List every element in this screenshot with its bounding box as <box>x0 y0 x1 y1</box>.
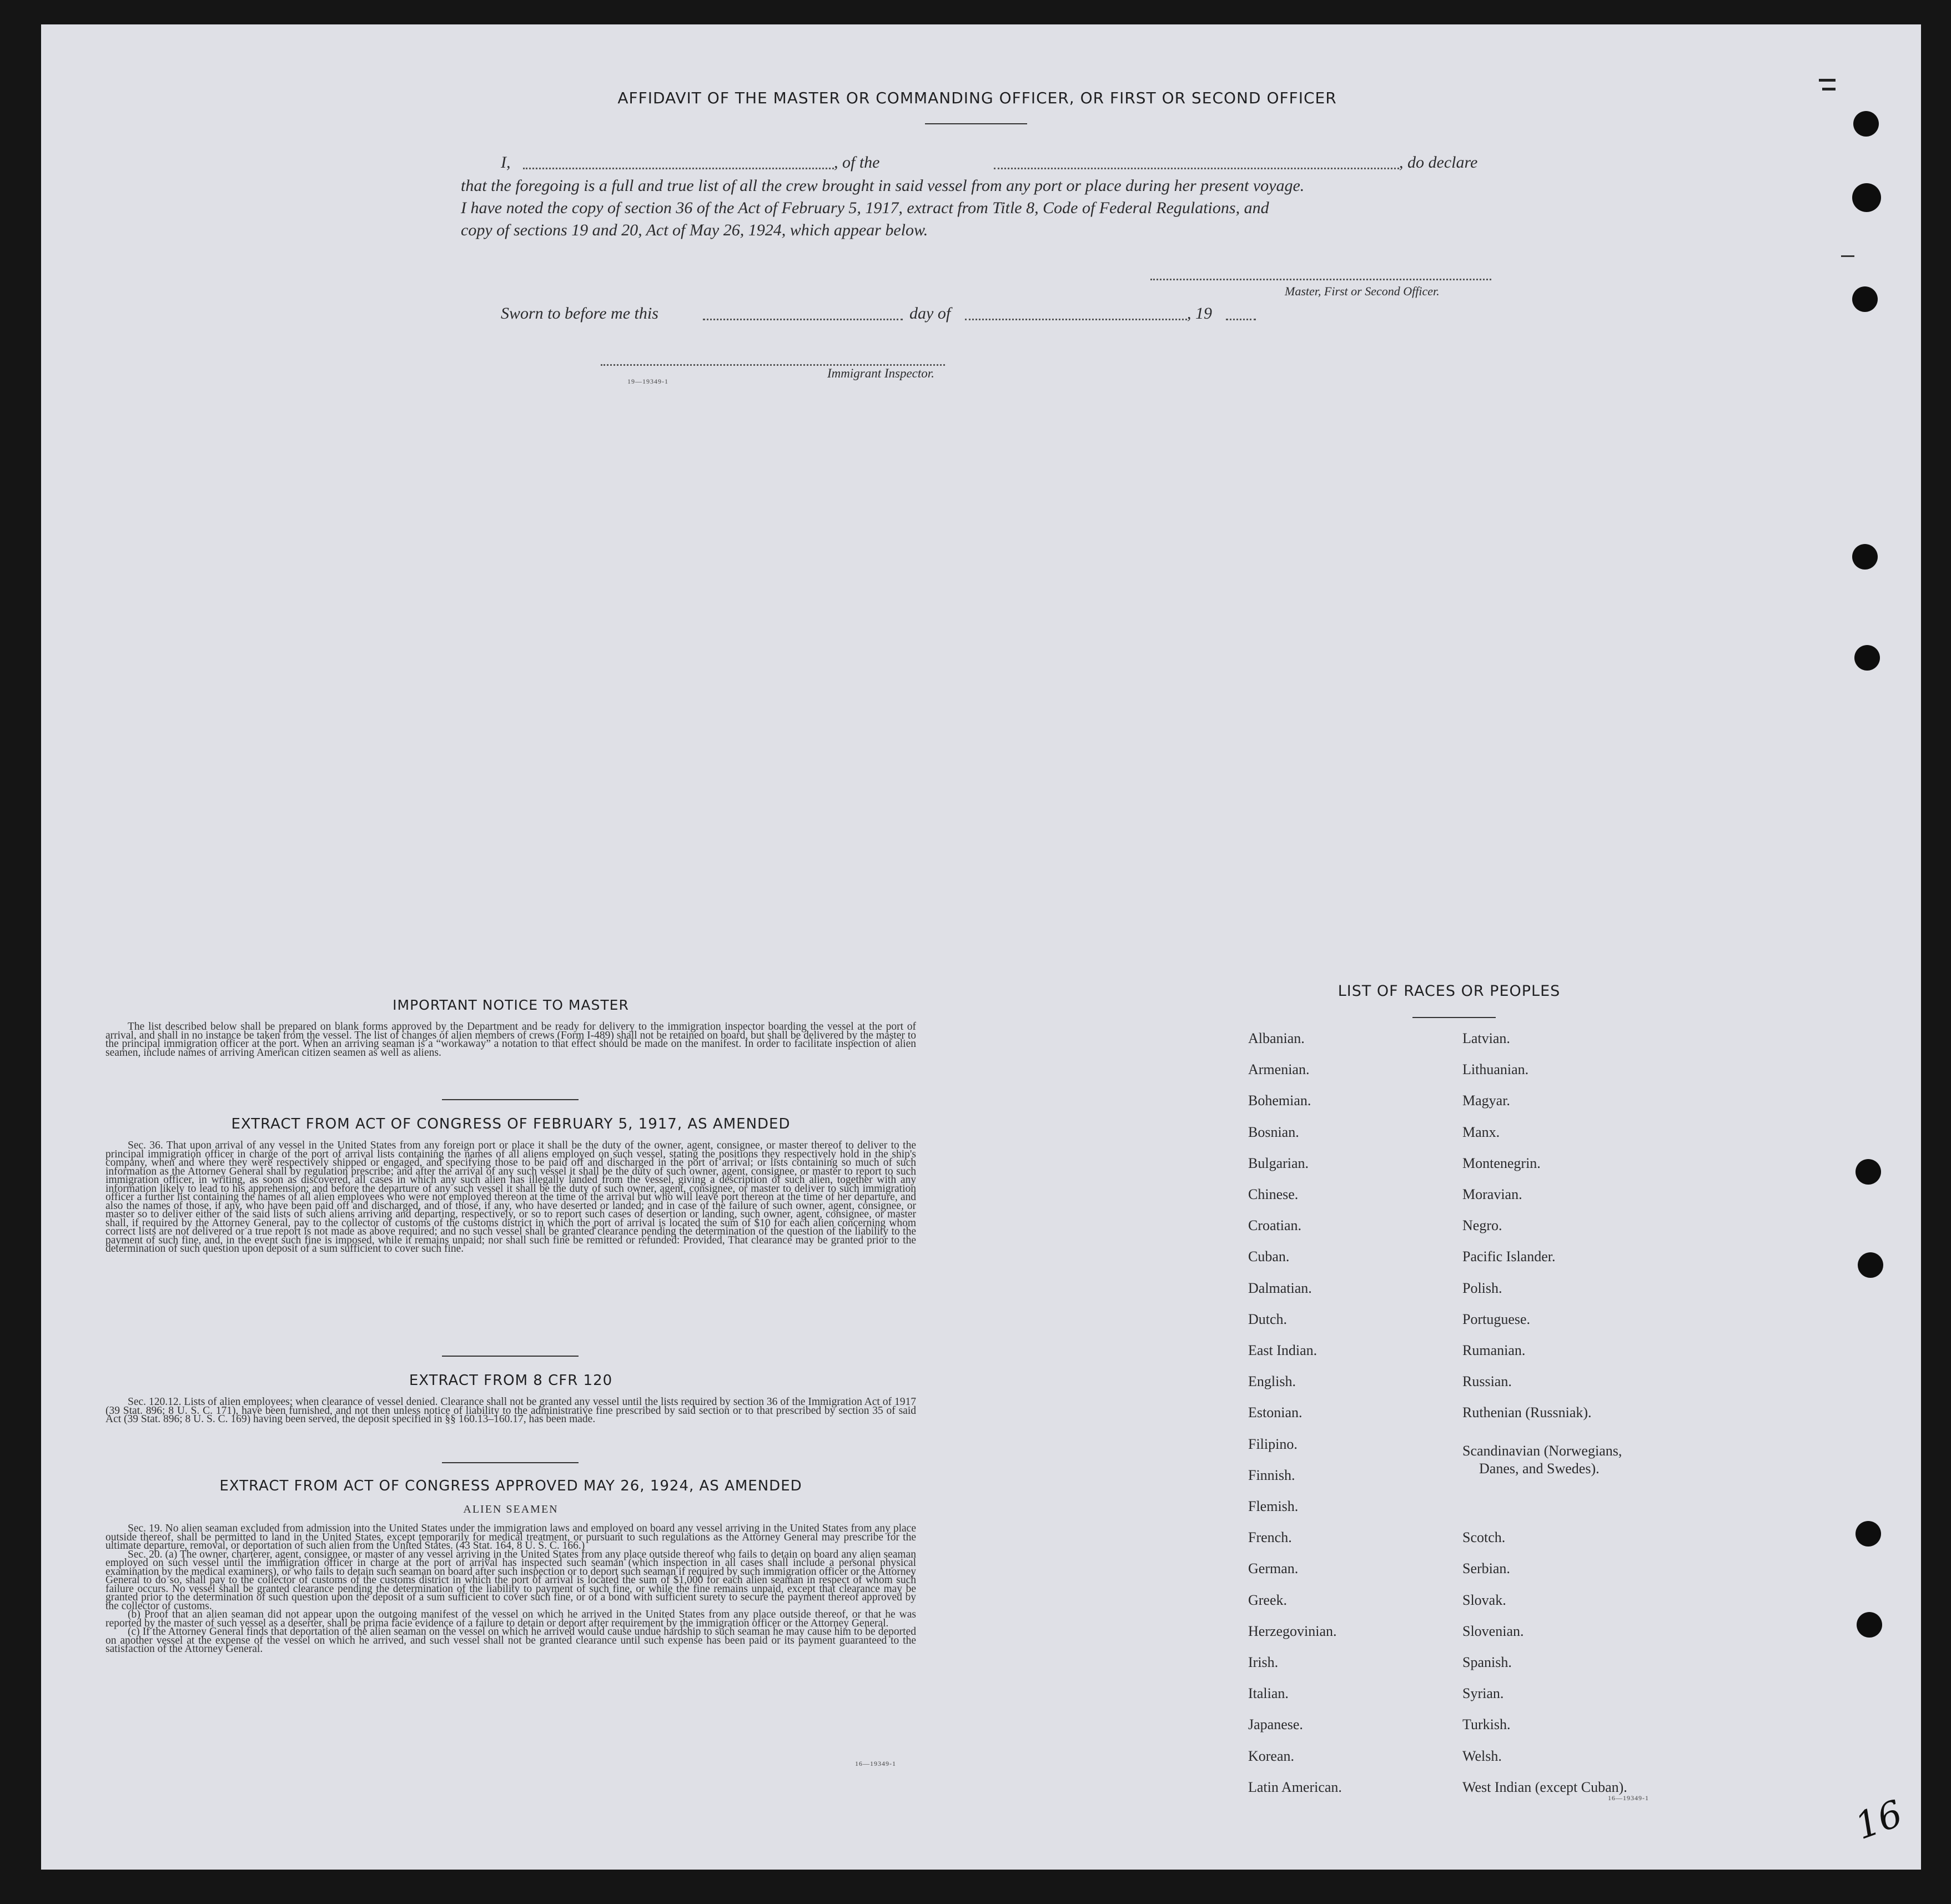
inspector-label: Immigrant Inspector. <box>827 366 934 380</box>
race-item: Montenegrin. <box>1462 1155 1541 1171</box>
race-item: Welsh. <box>1462 1747 1502 1764</box>
margin-mark <box>1841 255 1854 257</box>
race-item: Dalmatian. <box>1248 1280 1312 1296</box>
race-item: Armenian. <box>1248 1061 1310 1078</box>
race-item: Syrian. <box>1462 1685 1504 1702</box>
race-item: East Indian. <box>1248 1342 1318 1358</box>
punch-hole <box>1852 544 1878 570</box>
do-declare-label: , do declare <box>1399 153 1478 172</box>
race-item: Danes, and Swedes). <box>1479 1460 1600 1477</box>
race-item: Lithuanian. <box>1462 1061 1529 1078</box>
affidavit-title: AFFIDAVIT OF THE MASTER OR COMMANDING OFFICER, OR FIRST OR SECOND OFFICER <box>617 89 1337 107</box>
race-item: Pacific Islander. <box>1462 1248 1556 1265</box>
sworn-label: Sworn to before me this <box>501 304 658 323</box>
inspector-signature-field[interactable] <box>601 364 945 366</box>
race-item: French. <box>1248 1529 1292 1546</box>
sworn-day-field[interactable] <box>703 319 903 320</box>
day-of-label: day of <box>909 304 951 323</box>
race-item: Korean. <box>1248 1747 1295 1764</box>
punch-hole <box>1857 1612 1882 1638</box>
punch-hole <box>1853 111 1879 137</box>
race-item: Rumanian. <box>1462 1342 1526 1358</box>
sworn-year-field[interactable] <box>1226 319 1256 320</box>
form-number: 16—19349-1 <box>1608 1794 1649 1802</box>
sworn-line <box>501 304 1278 326</box>
race-item: Bohemian. <box>1248 1092 1311 1109</box>
race-item: Russian. <box>1462 1373 1512 1390</box>
race-item: Herzegovinian. <box>1248 1623 1337 1639</box>
race-item: Finnish. <box>1248 1467 1295 1483</box>
extract-cfr-title: EXTRACT FROM 8 CFR 120 <box>409 1372 613 1389</box>
race-item: Irish. <box>1248 1654 1279 1670</box>
margin-mark <box>1822 88 1836 90</box>
extract-1917-title: EXTRACT FROM ACT OF CONGRESS OF FEBRUARY 5, 1917, AS AMENDED <box>231 1116 791 1132</box>
title-rule <box>925 123 1027 124</box>
race-item: Manx. <box>1462 1124 1500 1140</box>
race-item: West Indian (except Cuban). <box>1462 1779 1627 1795</box>
race-item: Latin American. <box>1248 1779 1342 1795</box>
extract-1924-title: EXTRACT FROM ACT OF CONGRESS APPROVED MAY 26, 1924, AS AMENDED <box>219 1478 802 1494</box>
punch-hole <box>1856 1521 1881 1547</box>
race-item: Japanese. <box>1248 1716 1303 1733</box>
race-item: Dutch. <box>1248 1311 1288 1327</box>
race-item: Estonian. <box>1248 1404 1303 1421</box>
extract-cfr-text: Sec. 120.12. Lists of alien employees; when clearance of vessel denied. Clearance shall not be granted any vessel until the lists required by section 36 of the Immigration Act of 1917 (39 Stat. 896; 8 U. S. C. 171), have been furnished, and not then unless notice of liability to the administrative fine prescribed by said section or to that prescribed by section 35 of said Act (39 Stat. 896; 8 U. S. C. 169) having been served, the deposit specified in §§ 160.13–160.17, has been made. <box>105 1396 916 1425</box>
race-item: Polish. <box>1462 1280 1502 1296</box>
punch-hole <box>1858 1252 1883 1278</box>
extract-1924-subtitle: ALIEN SEAMEN <box>463 1503 559 1515</box>
race-item: Scotch. <box>1462 1529 1506 1546</box>
race-item: Portuguese. <box>1462 1311 1531 1327</box>
race-item: Bosnian. <box>1248 1124 1299 1140</box>
of-the-label: , of the <box>834 153 880 172</box>
affidavit-line-4: copy of sections 19 and 20, Act of May 26, 1924, which appear below. <box>461 221 928 239</box>
race-item: Croatian. <box>1248 1217 1302 1234</box>
race-item: Slovak. <box>1462 1591 1506 1608</box>
punch-hole <box>1854 645 1880 671</box>
race-item: Greek. <box>1248 1591 1288 1608</box>
punch-hole <box>1856 1159 1881 1185</box>
race-item: Negro. <box>1462 1217 1502 1234</box>
master-signature-label: Master, First or Second Officer. <box>1285 284 1440 298</box>
extract-1917-text: Sec. 36. That upon arrival of any vessel in the United States from any foreign port or place it shall be the duty of the owner, agent, consignee, or master thereof to deliver to the principal immigration officer in charge of the port of arrival lists containing the names of all aliens employed on such vessel, stating the positions they respectively hold in the ship's company, when and where they were respectively shipped or engaged, and specifying those to be paid off and discharged in the port of arrival; or lists containing so much of such information as the Attorney General shall by regulation prescribe; and after the arrival of any such vessel it shall be the duty of such owner, agent, consignee, or master to report to such immigration officer, in writing, as soon as discovered, all cases in which any such alien has illegally landed from the vessel, giving a description of such alien, together with any information likely to lead to his apprehension; and before the departure of any such vessel it shall be the duty of such owner, agent, consignee, or master to deliver to such immigration officer a further list containing the names of all alien employees who were not employed thereon at the time of the arrival but who will leave port thereon at the time of her departure, and also the names of those, if any, who have been paid off and discharged, and of those, if any, who have deserted or landed; and in case of the failure of such owner, agent, consignee, or master so to deliver either of the said lists of such aliens arriving and departing, respectively, or so to report such cases of desertion or landing, such owner, agent, consignee, or master shall, if required by the Attorney General, pay to the collector of customs of the customs district in which the port of arrival is located the sum of $10 for each alien concerning whom correct lists are not delivered or a true report is not made as above required; and no such vessel shall be granted clearance pending the determination of the question of the liability to the payment of such fine, and, in the event such fine is imposed, while it remains unpaid; nor shall such fine be remitted or refunded: Provided, That clearance may be granted prior to the determination of such question upon deposit of a sum sufficient to cover such fine. <box>105 1140 916 1255</box>
race-item: English. <box>1248 1373 1296 1390</box>
master-signature-field[interactable] <box>1150 279 1491 280</box>
margin-mark <box>1819 79 1836 82</box>
race-item: Cuban. <box>1248 1248 1290 1265</box>
races-title-rule <box>1412 1017 1496 1018</box>
notice-title: IMPORTANT NOTICE TO MASTER <box>393 997 629 1013</box>
race-item: Flemish. <box>1248 1498 1299 1514</box>
race-item: Italian. <box>1248 1685 1289 1702</box>
vessel-name-field[interactable] <box>994 168 1399 169</box>
race-item: Chinese. <box>1248 1186 1299 1202</box>
divider <box>442 1462 579 1463</box>
race-item: Bulgarian. <box>1248 1155 1309 1171</box>
race-item: Albanian. <box>1248 1030 1305 1046</box>
race-item: Moravian. <box>1462 1186 1522 1202</box>
sworn-month-field[interactable] <box>965 319 1187 320</box>
race-item: Serbian. <box>1462 1560 1510 1577</box>
affidavit-line-2: that the foregoing is a full and true list of all the crew brought in said vessel from any port or place during her present voyage. <box>461 177 1305 195</box>
punch-hole <box>1852 183 1881 212</box>
races-title: LIST OF RACES OR PEOPLES <box>1337 983 1561 1000</box>
punch-hole <box>1852 286 1878 312</box>
form-number: 16—19349-1 <box>855 1760 896 1767</box>
affidavit-line-3: I have noted the copy of section 36 of the Act of February 5, 1917, extract from Title 8, Code of Federal Regulations, and <box>461 199 1269 217</box>
handwritten-page-number: 16 <box>1849 1791 1908 1848</box>
race-item: German. <box>1248 1560 1299 1577</box>
race-item: Slovenian. <box>1462 1623 1524 1639</box>
divider <box>442 1356 579 1357</box>
year-label: , 19 <box>1187 304 1212 323</box>
divider <box>442 1099 579 1100</box>
declarant-label: I, <box>501 153 511 172</box>
race-item: Filipino. <box>1248 1435 1298 1452</box>
declarant-name-field[interactable] <box>523 168 834 169</box>
extract-1924-text: Sec. 19. No alien seaman excluded from admission into the United States under the immigration laws and employed on board any vessel arriving in the United States from any place outside thereof, shall be permitted to land in the United States, except temporarily for medical treatment, or pursuant to such regulations as the Attorney General may prescribe for the ultimate departure, removal, or deportation of such alien from the United States. (43 Stat. 164, 8 U. S. C. 166.) Sec. 20. (a) The owner, charterer, agent, consignee, or master of any vessel arriving in the United States from any place outside thereof who fails to detain on board any alien seaman employed on such vessel until the immigration officer in charge at the port of arrival has inspected such seaman (which inspection in all cases shall include a personal physical examination by the medical examiners), or who fails to detain such seaman on board after such inspection or to deport such seaman if required by such immigration officer or the Attorney General to do so, shall pay to the collector of customs of the customs district in which the port of arrival is located the sum of $1,000 for each alien seaman in respect of whom such failure occurs. No vessel shall be granted clearance pending the determination of the liability to payment of such fine, or while the fine remains unpaid, except that clearance may be granted prior to the determination of such question upon the deposit of a sum sufficient to cover such fine, or of a bond with sufficient surety to secure the payment thereof approved by the collector of customs. (b) Proof that an alien seaman did not appear upon the outgoing manifest of the vessel on which he arrived in the United States from any place outside thereof, or that he was reported by the master of such vessel as a deserter, shall be prima facie evidence of a failure to detain or deport after requirement by the immigration officer or the Attorney General. (c) If the Attorney General finds that deportation of the alien seaman on the vessel on which he arrived would cause undue hardship to such seaman he may cause him to be deported on another vessel at the expense of the vessel on which he arrived, and such vessel shall not be granted clearance until such expense has been paid or its payment guaranteed to the satisfaction of the Attorney General. <box>105 1523 916 1655</box>
race-item: Spanish. <box>1462 1654 1512 1670</box>
race-item: Ruthenian (Russniak). <box>1462 1404 1592 1421</box>
form-number: 19—19349-1 <box>627 377 668 385</box>
notice-text: The list described below shall be prepared on blank forms approved by the Department and be ready for delivery to the immigration inspector boarding the vessel at the port of arrival, and shall in no instance be taken from the vessel. The list of changes of alien members of crews (Form I-489) shall not be retained on board, but shall be delivered by the master to the principal immigration officer at the port. When an arriving seaman is a “workaway” a notation to that effect should be made on the manifest. In order to facilitate inspection of alien seamen, include names of arriving American citizen seamen as well as aliens. <box>105 1021 916 1059</box>
race-item: Magyar. <box>1462 1092 1510 1109</box>
race-item: Scandinavian (Norwegians, <box>1462 1442 1622 1459</box>
race-item: Latvian. <box>1462 1030 1510 1046</box>
race-item: Turkish. <box>1462 1716 1511 1733</box>
